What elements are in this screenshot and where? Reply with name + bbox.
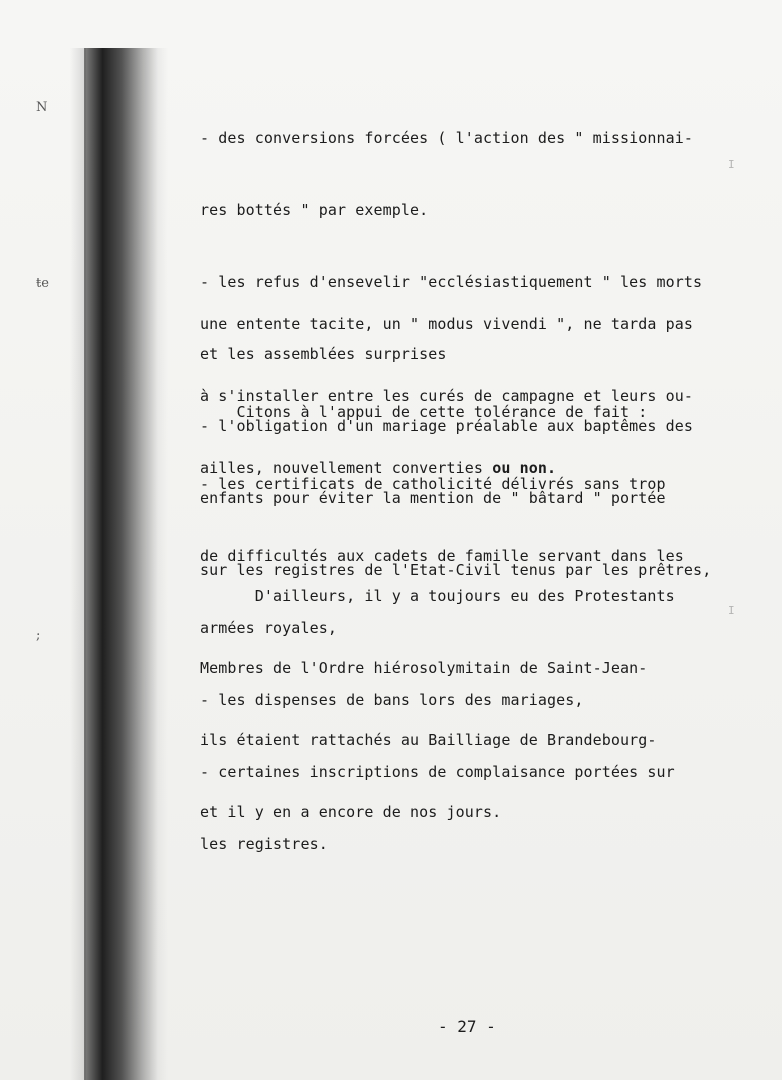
bleed-through-mark-2: I xyxy=(728,604,735,617)
text-line: - les refus d'ensevelir "ecclésiastiquement " les morts xyxy=(200,273,703,291)
text-line: et il y en a encore de nos jours. xyxy=(200,803,502,821)
text-line: armées royales, xyxy=(200,619,337,637)
text-line: une entente tacite, un " modus vivendi ", ne tarda pas xyxy=(200,315,694,333)
text-line: res bottés " par exemple. xyxy=(200,201,429,219)
margin-mark-2: ŧe xyxy=(36,276,49,291)
text-line: - les certificats de catholicité délivrés sans trop xyxy=(200,475,666,493)
text-line: et les assemblées surprises xyxy=(200,345,447,363)
text-line: Citons à l'appui de cette tolérance de fait : xyxy=(200,403,648,421)
bold-text: ou non. xyxy=(492,459,557,477)
text-line: les registres. xyxy=(200,835,328,853)
margin-mark-3: ; xyxy=(36,628,41,643)
text-line: de difficultés aux cadets de famille servant dans les xyxy=(200,547,684,565)
page-number: - 27 - xyxy=(438,1017,496,1036)
binding-shadow xyxy=(84,48,168,1080)
text-line-start: ailles, nouvellement converties xyxy=(200,459,493,477)
text-line: - des conversions forcées ( l'action des " missionnai- xyxy=(200,129,694,147)
text-line: à s'installer entre les curés de campagne et leurs ou- xyxy=(200,387,694,405)
text-line: sur les registres de l'Etat-Civil tenus par les prêtres, xyxy=(200,561,712,579)
margin-mark-1: N xyxy=(36,100,48,115)
text-line: - l'obligation d'un mariage préalable aux baptêmes des xyxy=(200,417,694,435)
bleed-through-mark-1: I xyxy=(728,158,735,171)
text-line: Membres de l'Ordre hiérosolymitain de Saint-Jean- xyxy=(200,659,648,677)
paragraph-order-saint-jean xyxy=(200,536,740,872)
text-line: - les dispenses de bans lors des mariages, xyxy=(200,691,584,709)
text-line: D'ailleurs, il y a toujours eu des Protestants xyxy=(200,587,675,605)
text-line: ils étaient rattachés au Bailliage de Brandebourg- xyxy=(200,731,657,749)
text-line: - certaines inscriptions de complaisance portées sur xyxy=(200,763,675,781)
text-line: enfants pour éviter la mention de " bâtard " portée xyxy=(200,489,666,507)
